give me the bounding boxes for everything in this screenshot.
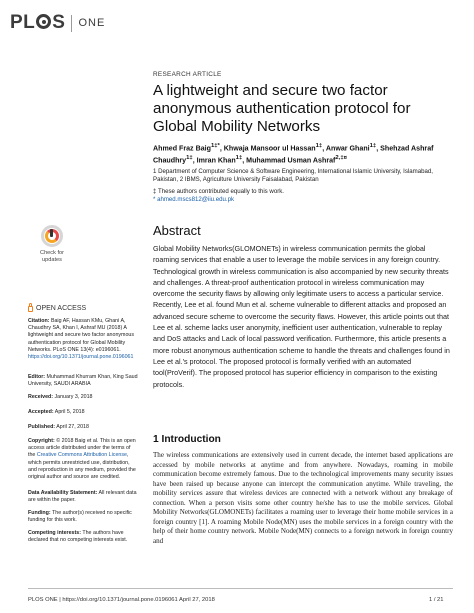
page-number: 1 / 21 <box>429 597 444 603</box>
data-availability-block: Data Availability Statement: All relevant data are within the paper. <box>28 490 137 504</box>
editor-block: Editor: Muhammad Khurram Khan, King Saud University, SAUDI ARABIA <box>28 374 138 388</box>
open-lock-icon <box>28 306 33 312</box>
author[interactable]: , Muhammad Usman Ashraf <box>242 156 336 165</box>
author[interactable]: , Shehzad Ashraf Chaudhry <box>153 144 434 165</box>
abstract-heading: Abstract <box>153 223 201 238</box>
author-list: Ahmed Fraz Baig$^{1\ddagger*}$, Khwaja Mansoor ul Hassan$^{1\ddagger}$, Anwar Ghani$^{1\ddagger}$, Shehzad Ashraf Chaudhry$^{1\ddagger}$, Imran Khan$^{1\ddagger}$, Muhammad Usman Ashraf$^{2,\ddagger¤}$ <box>153 143 434 165</box>
competing-interests-block: Competing interests: The authors have declared that no competing interests exist. <box>28 530 128 544</box>
check-updates-icon <box>41 225 63 247</box>
received-date: Received: January 3, 2018 <box>28 394 93 400</box>
journal-logo <box>10 12 105 34</box>
author[interactable]: , Khwaja Mansoor ul Hassan <box>219 144 316 153</box>
introduction-text: The wireless communications are extensively used in current decade, the internet based applications are accessed by mobile networks at anytime and from anywhere. Nowadays, roaming in mobile communication become extremely famous. Due to the technological improvements many security issues have been raised up because anyone can intercept the communication anytime. While traveling, the mobility services assure that wireless devices are connected with a network without any breakage of connection. When a person visits some other country he/she has to use the mobile services. Global Mobility Networks(GLOMONETs) facilitates a roaming user to leverage their home mobile services in a foreign country [1]. A roaming Mobile Node(MN) uses the mobile services in a foreign country with the help of their home country network. Mobile Node(MN) connects to a foreign network in foreign country and <box>153 451 453 545</box>
affiliations: 1 Department of Computer Science & Software Engineering, International Islamic University, Islamabad, Pakistan, 2 IBMS, Agriculture University Faisalabad, Pakistan <box>153 168 433 183</box>
author[interactable]: , Anwar Ghani <box>322 144 370 153</box>
article-type: RESEARCH ARTICLE <box>153 71 222 78</box>
check-updates-label: Check for updates <box>40 250 64 263</box>
doi-link[interactable]: https://doi.org/10.1371/journal.pone.0196061 <box>28 354 134 361</box>
equal-contribution-note: ‡ These authors contributed equally to this work. <box>153 188 284 195</box>
introduction-heading: 1 Introduction <box>153 434 221 445</box>
author-notes <box>153 188 453 204</box>
published-date: Published: April 27, 2018 <box>28 424 89 430</box>
accepted-date: Accepted: April 5, 2018 <box>28 409 85 415</box>
license-link[interactable]: Creative Commons Attribution License <box>36 452 127 459</box>
corresponding-email[interactable]: * ahmed.mscs812@iiu.edu.pk <box>153 195 235 203</box>
footer-rule <box>28 588 453 589</box>
funding-block: Funding: The author(s) received no specific funding for this work. <box>28 510 132 524</box>
footer-citation: PLOS ONE | https://doi.org/10.1371/journal.pone.0196061 April 27, 2018 <box>28 597 215 603</box>
logo-one-text: ONE <box>78 17 106 29</box>
logo-plos-text: PL S <box>10 12 66 33</box>
logo-divider <box>71 15 72 32</box>
open-access-label: OPEN ACCESS <box>28 304 86 312</box>
citation-block: Citation: Baig AF, Hassan KMu, Ghani A, Chaudhry SA, Khan I, Ashraf MU (2018) A lightweight and secure two factor anonymous authentication protocol for Global Mobility Networks. PLoS ONE 13(4): e0196061. https://doi.org/10.1371/journal.pone.0196061 <box>28 318 134 361</box>
check-for-updates-badge[interactable] <box>32 225 72 277</box>
author[interactable]: , Imran Khan <box>192 156 236 165</box>
copyright-block: Copyright: © 2018 Baig et al. This is an open access article distributed under the terms of the Creative Commons Attribution License, which permits unrestricted use, distribution, and reproduction in any medium, provided the original author and source are credited. <box>28 438 136 481</box>
author[interactable]: Ahmed Fraz Baig <box>153 144 211 153</box>
abstract-text: Global Mobility Networks(GLOMONETs) in wireless communication permits the global roaming services that enable a user to leverage the mobile services in any foreign country. Technological growth in wireless communication is also accompanied by new security threats and challenges. A threat-proof authentication protocol in wireless communication may overcome the security flaws by allowing only legitimate users to access a particular service. Recently, Lee et al. found Mun et al. scheme vulnerable to different attacks and proposed an advanced secure scheme to overcome the security flaws. However, this article points out that Lee et al. scheme lacks user anonymity, inefficient user authentication, vulnerable to replay and DoS attacks and Lack of local password verification. Furthermore, this article presents a more robust anonymous authentication scheme to handle the threats and challenges found in Lee et al.'s protocol. The proposed protocol is formally verified with an automated tool(ProVerif). The proposed protocol has superior efficiency in comparison to the existing protocols. <box>153 244 450 389</box>
article-title: A lightweight and secure two factor anonymous authentication protocol for Global Mobility Networks <box>153 82 411 135</box>
